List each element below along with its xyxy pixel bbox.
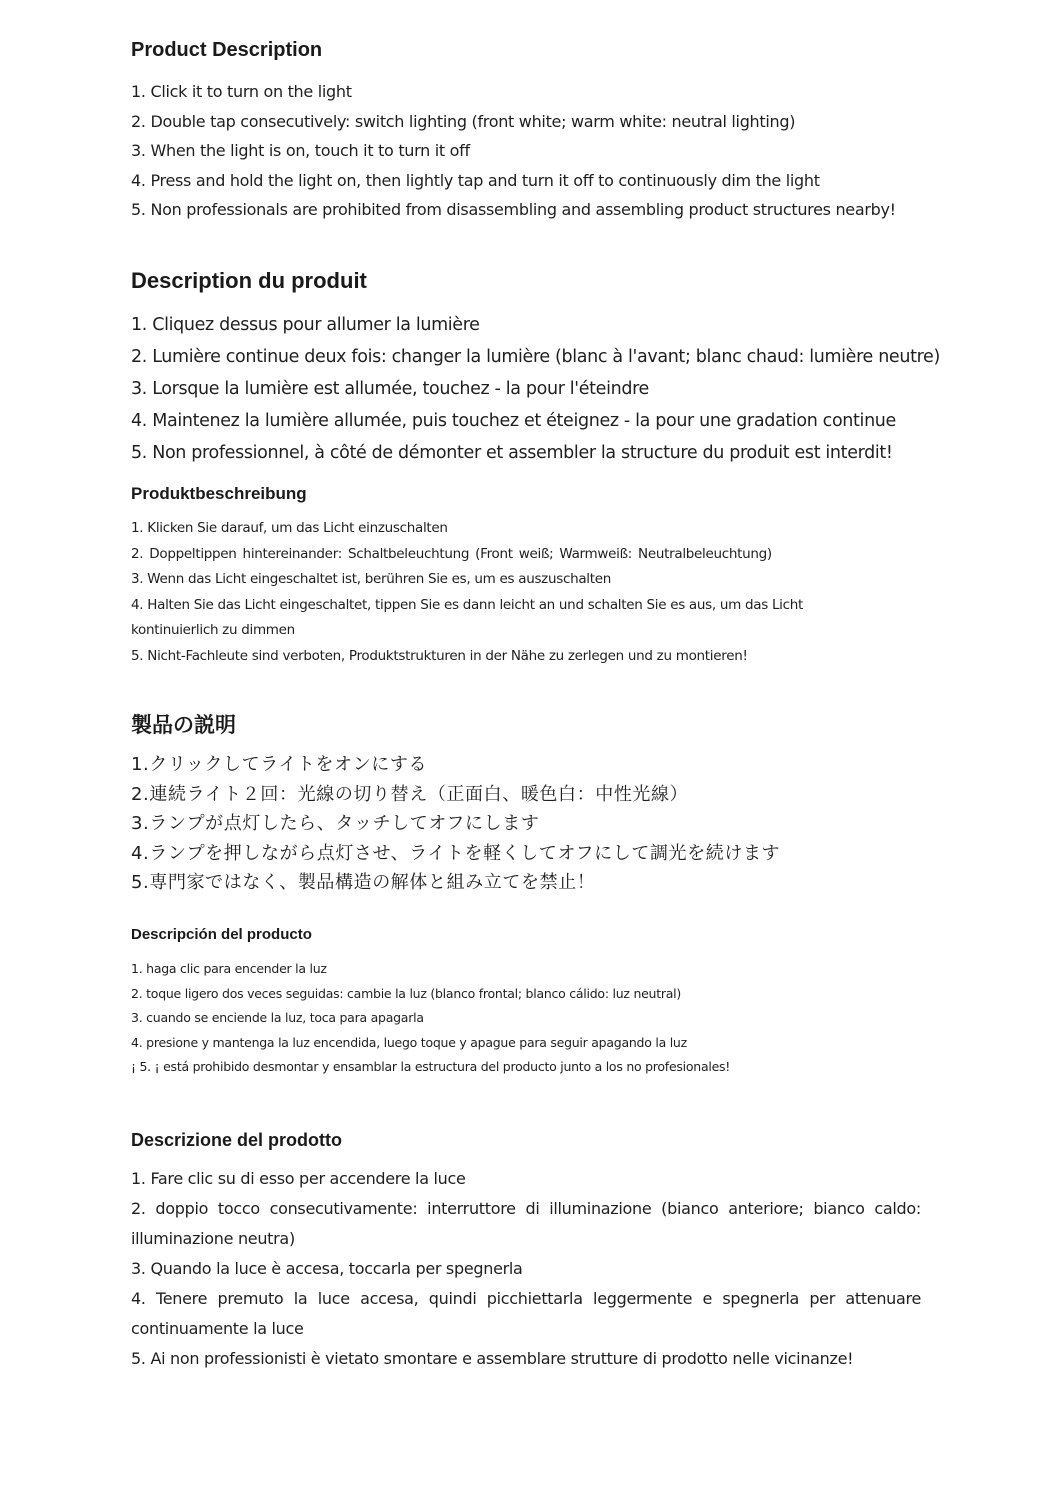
instructions-japanese — [131, 750, 891, 898]
instruction-item: 4. Tenere premuto la luce accesa, quindi picchiettarla leggermente e spegnerla per attenuare continuamente la luce — [131, 1289, 921, 1338]
heading-french: Description du produit — [131, 268, 367, 293]
section-english — [131, 36, 921, 225]
instruction-item: 1.クリックしてライトをオンにする — [131, 754, 428, 775]
section-spanish — [131, 924, 781, 1080]
instruction-item: 5.専門家ではなく、製品構造の解体と組み立てを禁止！ — [131, 872, 596, 893]
instruction-item: 3.ランプが点灯したら、タッチしてオフにします — [131, 813, 540, 834]
instructions-french — [131, 309, 961, 469]
heading-english: Product Description — [131, 39, 323, 61]
instruction-item: 2. Lumière continue deux fois: changer la lumière (blanc à l'avant; blanc chaud: lumière neutre) — [131, 347, 940, 367]
instruction-item: 5. Nicht-Fachleute sind verboten, Produktstrukturen in der Nähe zu zerlegen und zu montieren! — [131, 647, 748, 664]
instruction-item: 1. Click it to turn on the light — [131, 82, 352, 101]
instruction-item: 2. toque ligero dos veces seguidas: cambie la luz (blanco frontal; blanco cálido: luz neutral) — [131, 985, 682, 1001]
instruction-item: 2.連続ライト２回：光線の切り替え（正面白、暖色白：中性光線） — [131, 783, 689, 805]
instruction-item: 2. Doppeltippen hintereinander: Schaltbeleuchtung (Front weiß; Warmweiß: Neutralbeleuchtung) — [131, 545, 772, 562]
instruction-item: 3. cuando se enciende la luz, toca para apagarla — [131, 1010, 424, 1025]
instruction-item: 5. Ai non professionisti è vietato smontare e assemblare strutture di prodotto nelle vicinanze! — [131, 1349, 854, 1368]
section-italian — [131, 1127, 921, 1374]
instruction-item: 4. Maintenez la lumière allumée, puis touchez et éteignez - la pour une gradation continue — [131, 411, 896, 431]
instructions-german — [131, 516, 806, 669]
instruction-item: 1. Klicken Sie darauf, um das Licht einzuschalten — [131, 520, 448, 536]
heading-spanish: Descripción del producto — [131, 926, 312, 943]
instruction-item: 3. Lorsque la lumière est allumée, touchez - la pour l'éteindre — [131, 379, 649, 399]
instruction-item: 5. Non professionnel, à côté de démonter et assembler la structure du produit est interdit! — [131, 443, 893, 463]
instruction-item: 2. doppio tocco consecutivamente: interruttore di illuminazione (bianco anteriore; bianco caldo: illuminazione neutra) — [131, 1199, 921, 1248]
instructions-english — [131, 77, 921, 225]
instruction-item: 3. When the light is on, touch it to turn it off — [131, 141, 470, 160]
heading-german: Produktbeschreibung — [131, 484, 307, 503]
instructions-spanish — [131, 957, 781, 1080]
instruction-item: 4. presione y mantenga la luz encendida, luego toque y apague para seguir apagando la luz — [131, 1034, 687, 1050]
instruction-item: 1. haga clic para encender la luz — [131, 961, 327, 976]
section-german — [131, 482, 806, 669]
instructions-italian — [131, 1164, 921, 1374]
instruction-item: 4. Halten Sie das Licht eingeschaltet, tippen Sie es dann leicht an und schalten Sie es aus, um das Licht kontinuierlich zu dimmen — [131, 596, 803, 638]
section-japanese — [131, 710, 891, 898]
instruction-item: ¡ 5. ¡ está prohibido desmontar y ensamblar la estructura del producto junto a los no profesionales! — [131, 1059, 731, 1074]
instruction-item: 4.ランプを押しながら点灯させ、ライトを軽くしてオフにして調光を続けます — [131, 842, 781, 864]
instruction-item: 4. Press and hold the light on, then lightly tap and turn it off to continuously dim the light — [131, 170, 820, 190]
instruction-item: 1. Cliquez dessus pour allumer la lumière — [131, 315, 480, 335]
heading-japanese: 製品の説明 — [131, 713, 236, 737]
instruction-item: 2. Double tap consecutively: switch lighting (front white; warm white: neutral lighting) — [131, 111, 796, 131]
instruction-item: 3. Quando la luce è accesa, toccarla per spegnerla — [131, 1259, 523, 1278]
instruction-item: 3. Wenn das Licht eingeschaltet ist, berühren Sie es, um es auszuschalten — [131, 571, 612, 587]
heading-italian: Descrizione del prodotto — [131, 1130, 343, 1150]
instruction-item: 5. Non professionals are prohibited from disassembling and assembling product structures nearby! — [131, 200, 896, 219]
instruction-item: 1. Fare clic su di esso per accendere la luce — [131, 1169, 466, 1188]
section-french — [131, 266, 961, 469]
